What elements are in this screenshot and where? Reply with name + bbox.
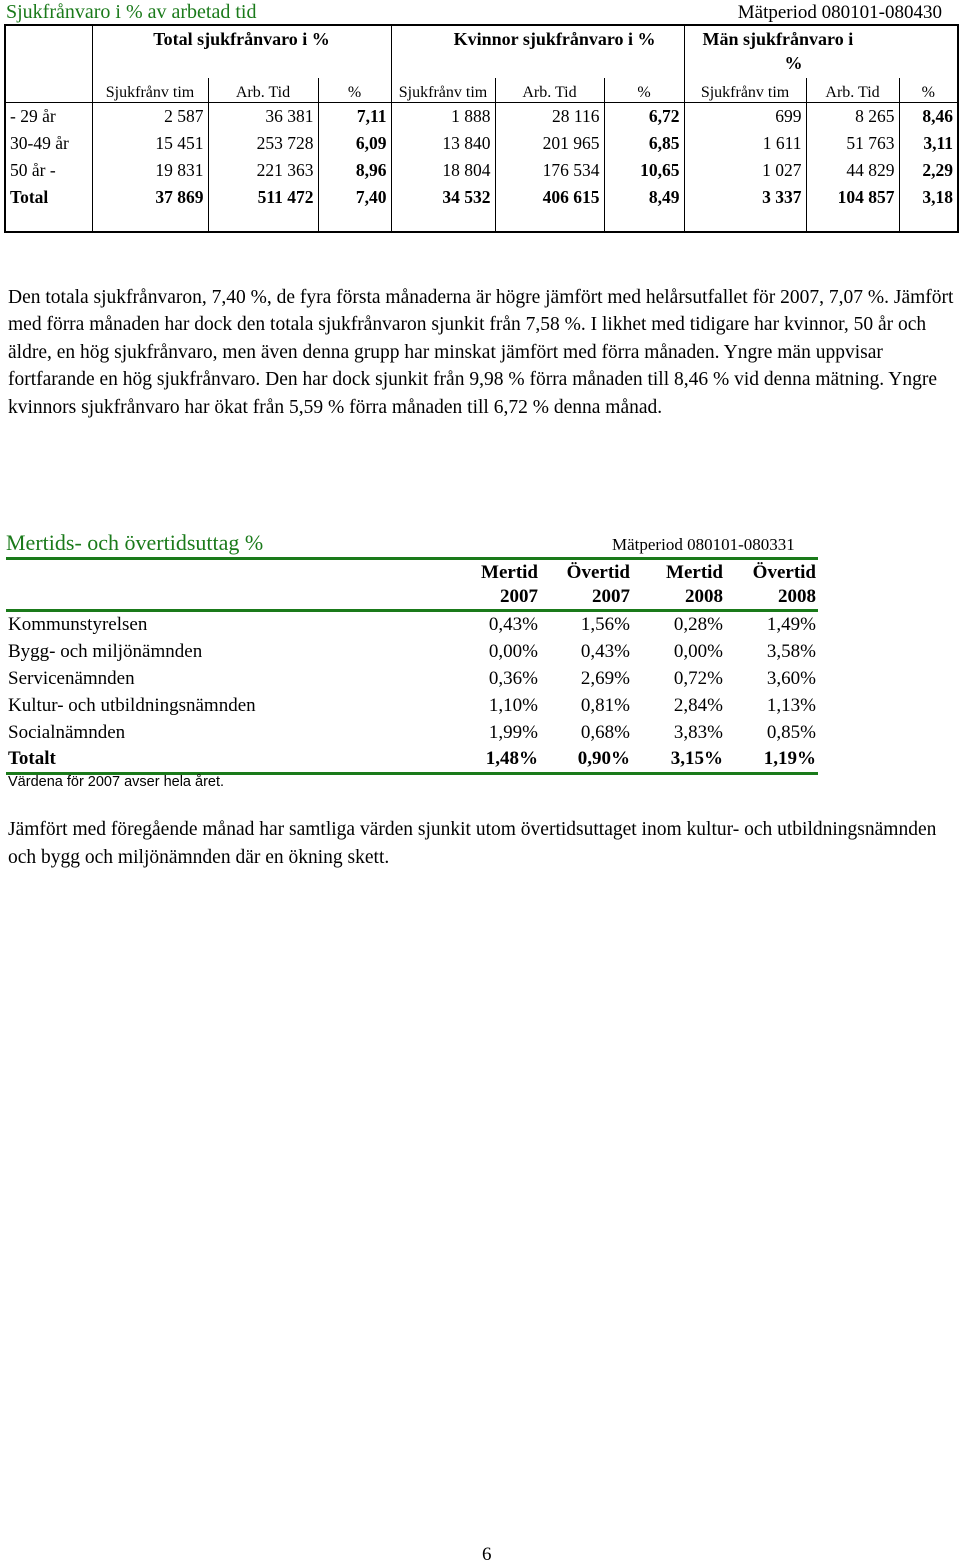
subheader-cell: % bbox=[604, 78, 684, 103]
subheader-cell: Sjukfrånv tim bbox=[684, 78, 806, 103]
table-row: Kommunstyrelsen 0,43% 1,56% 0,28% 1,49% bbox=[8, 614, 816, 636]
section2-title: Mertids- och övertidsuttag % bbox=[6, 530, 264, 555]
table-row: Kultur- och utbildningsnämnden 1,10% 0,81% 2,84% 1,13% bbox=[8, 694, 816, 716]
table-group-header-row bbox=[5, 25, 958, 78]
overtime-header-row-years: 2007 2007 2008 2008 bbox=[6, 585, 818, 611]
table-row: Bygg- och miljönämnden 0,00% 0,43% 0,00% 3,58% bbox=[8, 641, 816, 663]
paragraph-overtime: Jämfört med föregående månad har samtliga värden sjunkit utom övertidsuttaget inom kultur- och utbildningsnämnden och bygg och miljönämnden där en ökning skett. bbox=[8, 819, 937, 868]
subheader-cell: % bbox=[318, 78, 391, 103]
subheader-cell: Sjukfrånv tim bbox=[391, 78, 495, 103]
section1-title: Sjukfrånvaro i % av arbetad tid bbox=[6, 1, 257, 23]
group-men: Män sjukfrånvaro i % bbox=[684, 25, 958, 78]
page-number: 6 bbox=[482, 1544, 492, 1565]
group-women: Kvinnor sjukfrånvaro i % bbox=[391, 25, 684, 78]
table-row: 50 år - 19 831 221 363 8,96 18 804 176 534 10,65 1 027 44 829 2,29 bbox=[5, 157, 958, 184]
paragraph-sick-leave: Den totala sjukfrånvaron, 7,40 %, de fyra första månaderna är högre jämfört med helårsutfallet för 2007, 7,07 %. Jämfört med förra månaden har dock den totala sjukfrånvaron sjunkit från 7,58 %. I likhet med tidigare har kvinnor, 50 år och äldre, en hög sjukfrånvaro, men även denna grupp har minskat jämfört med förra månaden. Yngre män uppvisar fortfarande en hög sjukfrånvaro. Den har dock sjunkit från 9,98 % förra månaden till 8,46 % vid denna mätning. Yngre kvinnors sjukfrånvaro har ökat från 5,59 % förra månaden till 6,72 % denna månad. bbox=[8, 287, 954, 418]
subheader-cell: % bbox=[899, 78, 958, 103]
table-row-total: Totalt 1,48% 0,90% 3,15% 1,19% bbox=[6, 746, 818, 774]
subheader-cell: Arb. Tid bbox=[208, 78, 318, 103]
subheader-cell: Arb. Tid bbox=[495, 78, 604, 103]
sick-leave-table bbox=[4, 24, 959, 233]
table-row-total: Total 37 869 511 472 7,40 34 532 406 615 8,49 3 337 104 857 3,18 bbox=[5, 184, 958, 211]
overtime-header-row: Mertid Övertid Mertid Övertid bbox=[481, 562, 816, 583]
overtime-table bbox=[6, 559, 818, 775]
subheader-cell: Sjukfrånv tim bbox=[92, 78, 208, 103]
section2-period: Mätperiod 080101-080331 bbox=[612, 535, 795, 554]
group-total: Total sjukfrånvaro i % bbox=[92, 25, 391, 78]
table-row: - 29 år 2 587 36 381 7,11 1 888 28 116 6,72 699 8 265 8,46 bbox=[5, 103, 958, 131]
table-subheader-row bbox=[5, 78, 958, 103]
section1-period: Mätperiod 080101-080430 bbox=[737, 2, 942, 23]
overtime-note: Värdena för 2007 avser hela året. bbox=[8, 774, 225, 790]
subheader-cell: Arb. Tid bbox=[806, 78, 899, 103]
table-row: 30-49 år 15 451 253 728 6,09 13 840 201 965 6,85 1 611 51 763 3,11 bbox=[5, 130, 958, 157]
table-row: Servicenämnden 0,36% 2,69% 0,72% 3,60% bbox=[8, 667, 816, 689]
table-row: Socialnämnden 1,99% 0,68% 3,83% 0,85% bbox=[8, 721, 816, 743]
